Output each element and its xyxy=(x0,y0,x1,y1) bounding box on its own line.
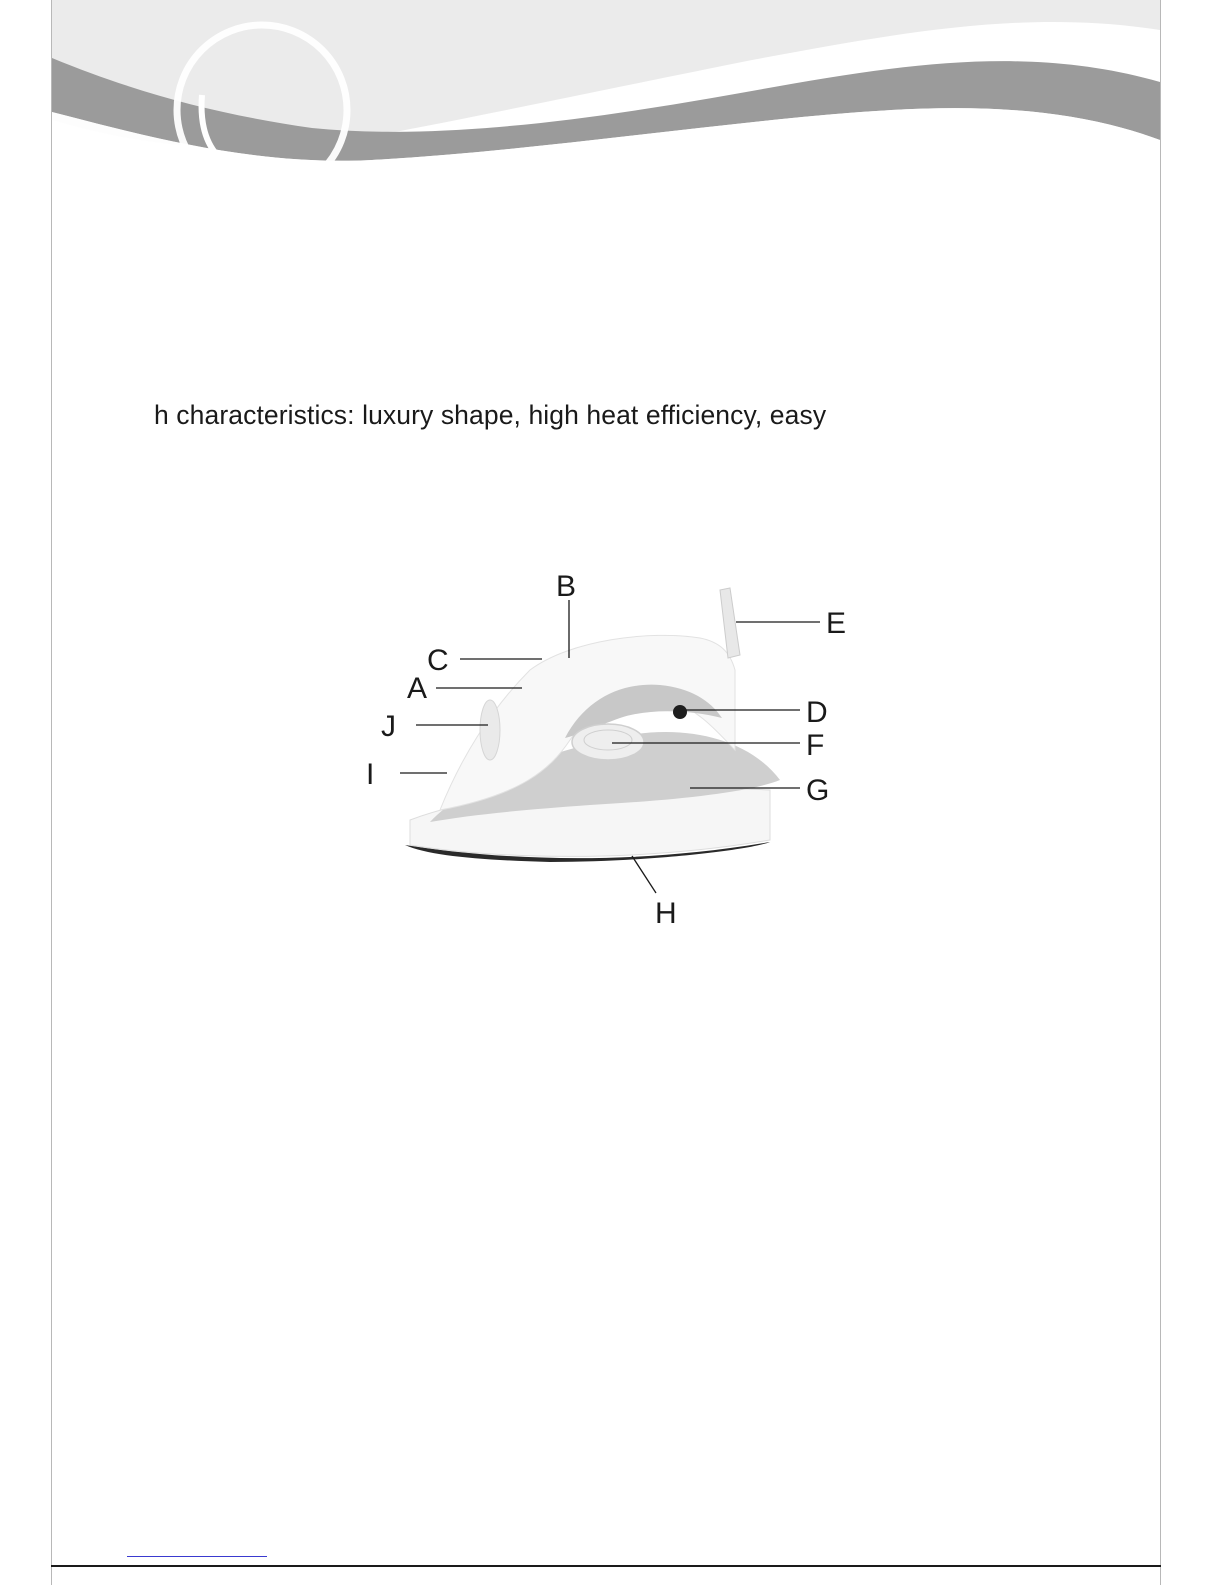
label-f: F xyxy=(806,729,825,762)
label-h: H xyxy=(655,897,677,930)
iron-power-cord xyxy=(720,588,740,658)
indicator-light xyxy=(673,705,687,719)
label-g: G xyxy=(806,774,830,807)
label-d: D xyxy=(806,696,828,729)
label-a: A xyxy=(407,672,428,705)
footer-rule xyxy=(51,1565,1161,1567)
label-c: C xyxy=(427,644,449,677)
label-i: I xyxy=(366,758,375,791)
label-e: E xyxy=(826,607,847,640)
footer-link-underline xyxy=(127,1556,267,1557)
steam-iron-diagram xyxy=(350,560,870,940)
header-swoosh-graphic xyxy=(52,0,1160,175)
intro-characteristics-text: h characteristics: luxury shape, high heat efficiency, easy xyxy=(154,400,827,430)
label-b: B xyxy=(556,570,577,603)
label-j: J xyxy=(381,710,396,743)
temperature-dial xyxy=(572,724,644,760)
